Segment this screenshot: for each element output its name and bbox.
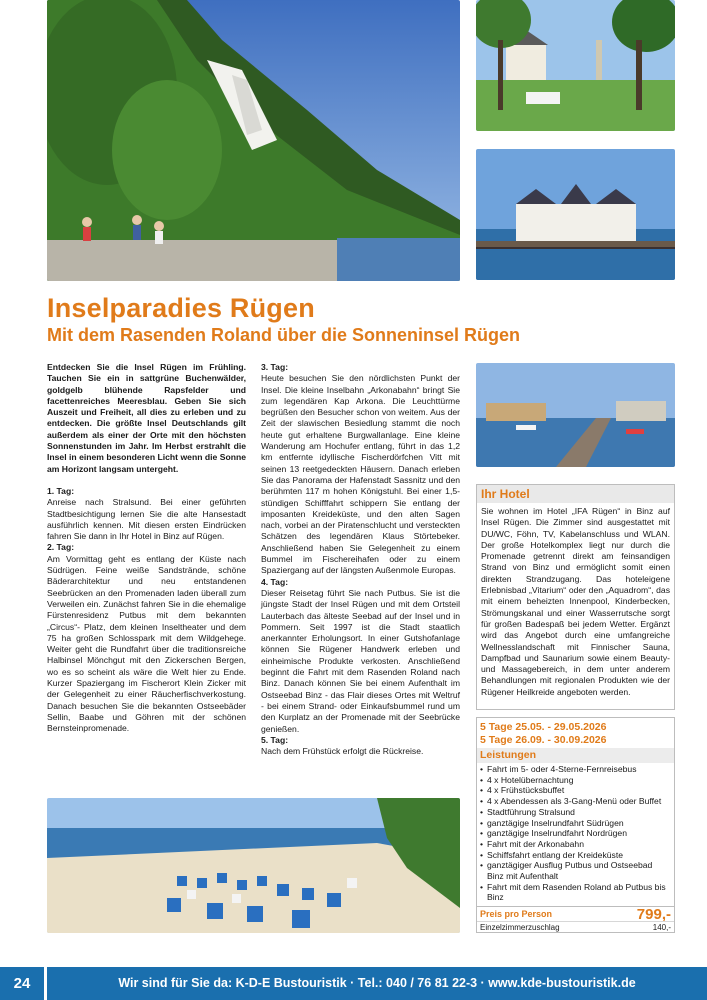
list-item: • 4 x Abendessen als 3-Gang-Menü oder Buffet [480,796,671,807]
travel-date: 5 Tage 25.05. - 29.05.2026 [477,718,674,734]
pier-building-photo [476,149,675,280]
day-text: Nach dem Frühstück erfolgt die Rückreise. [261,746,424,757]
list-item: • Schiffsfahrt entlang der Kreideküste [480,850,671,861]
text-column-2 [261,362,460,757]
single-room-label: Einzelzimmerzuschlag [480,923,560,932]
hotel-heading: Ihr Hotel [477,485,674,503]
list-item: • Fahrt mit der Arkonabahn [480,839,671,850]
page-number: 24 [0,967,44,1000]
offer-box [476,717,675,933]
price-value: 799,- [636,906,671,923]
day-text: Am Vormittag geht es entlang der Küste nach Südrügen. Feine weiße Sandstrände, schöne Bäderarchitektur und neu entstandenen Seebrücken an den Promenaden laden überall zum Verweilen ein. Zunächst fahren Sie in die ehemalige Fürstenresidenz Putbus mit dem bekannten „Circus“- Platz, dem kleinen Inseltheater und dem 75 ha großen Schlosspark mit dem Wildgehege. Weiter geht die Rundfahrt über die traditionsreiche Halbinsel Mönchgut mit den Zickerschen Bergen, wo es so scheint als wäre die Welt hier zu Ende. Kurzer Spaziergang im Fischerort Klein Zicker mit der Gelegenheit zu einer Räucherfischverkostung. Danach besuchen Sie die bekannten Ostseebäder Sellin, Baabe und Göhren mit der schönen Bernsteinpromenade. [47,553,246,734]
price-row [477,906,674,921]
page-subtitle: Mit dem Rasenden Roland über die Sonneninsel Rügen [47,325,521,345]
day-label: 2. Tag: [47,542,75,553]
list-item: • Fahrt im 5- oder 4-Sterne-Fernreisebus [480,764,671,775]
footer-contact: Wir sind für Sie da: K-D-E Bustouristik · Tel.: 040 / 76 81 22-3 · www.kde-bustouristik.de [118,976,636,990]
day-label: 4. Tag: [261,576,289,587]
list-item: • 4 x Frühstücksbuffet [480,785,671,796]
page-title: Inselparadies Rügen [47,293,315,323]
park-pavilion-photo [476,0,675,131]
leistungen-list [477,763,674,903]
leistungen-heading: Leistungen [477,748,674,763]
day-label: 3. Tag: [261,362,289,372]
list-item: • Fahrt mit dem Rasenden Roland ab Putbus bis Binz [480,882,671,903]
day-label: 5. Tag: [261,734,289,745]
list-item: • 4 x Hotelübernachtung [480,775,671,786]
day-text: Anreise nach Stralsund. Bei einer geführten Stadtbesichtigung lernen Sie die alte Hansestadt ausführlich kennen. Mit diesen ersten Eindrücken fahren Sie dann in Ihr Hotel in Binz auf Rügen. [47,497,246,542]
list-item: • ganztägige Inselrundfahrt Nordrügen [480,828,671,839]
hotel-info-box [476,484,675,710]
list-item: • Stadtführung Stralsund [480,807,671,818]
chalk-cliffs-photo [47,0,460,281]
travel-date: 5 Tage 26.09. - 30.09.2026 [477,734,674,748]
single-room-row [477,921,674,933]
price-label: Preis pro Person [480,909,553,919]
day-text: Heute besuchen Sie den nördlichsten Punkt der Insel. Die kleine Inselbahn „Arkonabahn“ bringt Sie zum legendären Kap Arkona. Die Leuchttürme begrüßen den Besucher schon von weitem. Aus der Zeit der slawischen Besiedlung stammt die noch heute gut erhaltene Burgwallanlage. Eine kleine Wanderung am Hochufer entlang, führt in das 1,2 km entfernte idyllische Fischerdörfchen Vitt mit seinen 13 reetgedeckten Häusern. Danach erleben Sie das Panorama der Hafenstadt Sassnitz und den berühmten 117 m hohen Königstuhl. Bei einer 1,5-stündigen Schifffahrt schippern Sie entlang der imposanten Kreideküste, und den alten Sagen nach, vorbei an der Piratenschlucht und versteckten Schätzen des legendären Klaus Störtebeker. Anschließend haben Sie Gelegenheit zu einem Bummel im Fischereihafen oder zu einem Spaziergang auf der längsten Außenmole Europas. [261,373,460,576]
day-text: Dieser Reisetag führt Sie nach Putbus. Sie ist die jüngste Stadt der Insel Rügen und mit dem Ortsteil Lauterbach das älteste Seebad auf der Insel und in Pommern. Seit 1997 ist die Stadt staatlich anerkannter Erholungsort. In einer Gutshofanlage können Sie Rügener Handwerk erleben und einheimische Produkte verkosten. Anschließend beginnt die Fahrt mit dem Rasenden Roland nach Binz. Danach können Sie bei einem Aufenthalt im Ostseebad Binz - das Flair dieses Ortes mit Weltruf - bei einem Strand- oder Einkaufsbummel rund um den Kurplatz an der Promenade mit der Seebrücke genießen. [261,587,460,734]
list-item: • ganztägige Inselrundfahrt Südrügen [480,818,671,829]
day-label: 1. Tag: [47,485,75,496]
single-room-value: 140,- [652,923,671,932]
text-column-1 [47,362,246,735]
intro-text: Entdecken Sie die Insel Rügen im Frühling. Tauchen Sie ein in sattgrüne Buchenwälder, goldgelb blühende Rapsfelder und facettenreiches Meeresblau. Geben Sie sich Auszeit und Freiheit, all dies zu erleben und zu entdecken. Die größte Insel Deutschlands gilt außerdem als einer der Orte mit den höchsten Sonnenstunden im Jahr. Im Herbst erstrahlt die Insel in einem besonderen Licht wenn die Sonne am Horizont langsam untergeht. [47,362,246,474]
hotel-text: Sie wohnen im Hotel „IFA Rügen“ in Binz auf Insel Rügen. Die Zimmer sind ausgestattet mit DU/WC, Föhn, TV, Kabelanschluss und WLAN. Der große Hotelkomplex liegt nur durch die Promenade getrennt direkt am feinsandigen Strand von Binz und ermöglicht somit einen direkten Strandzugang. Das hoteleigene Erlebnisbad „Vitarium“ oder den „Aquadrom“, das mit einem beheizten Innenpool, Kinderbecken, Strömungskanal und einer Wasserrutsche sorgt für großen Badespaß bei jedem Wetter. Ergänzt wird das Angebot durch eine umfangreiche Wellnesslandschaft mit Finnischer Sauna, Dampfbad und Saunarium sowie einem Beauty- und Massagebereich, in dem unter anderem Behandlungen mit regionalen Produkten wie der Rügener Heilkreide angeboten werden. [481,506,670,697]
harbor-photo [476,363,675,467]
beach-photo [47,798,460,933]
list-item: • ganztägiger Ausflug Putbus und Ostseebad Binz mit Aufenthalt [480,860,671,881]
